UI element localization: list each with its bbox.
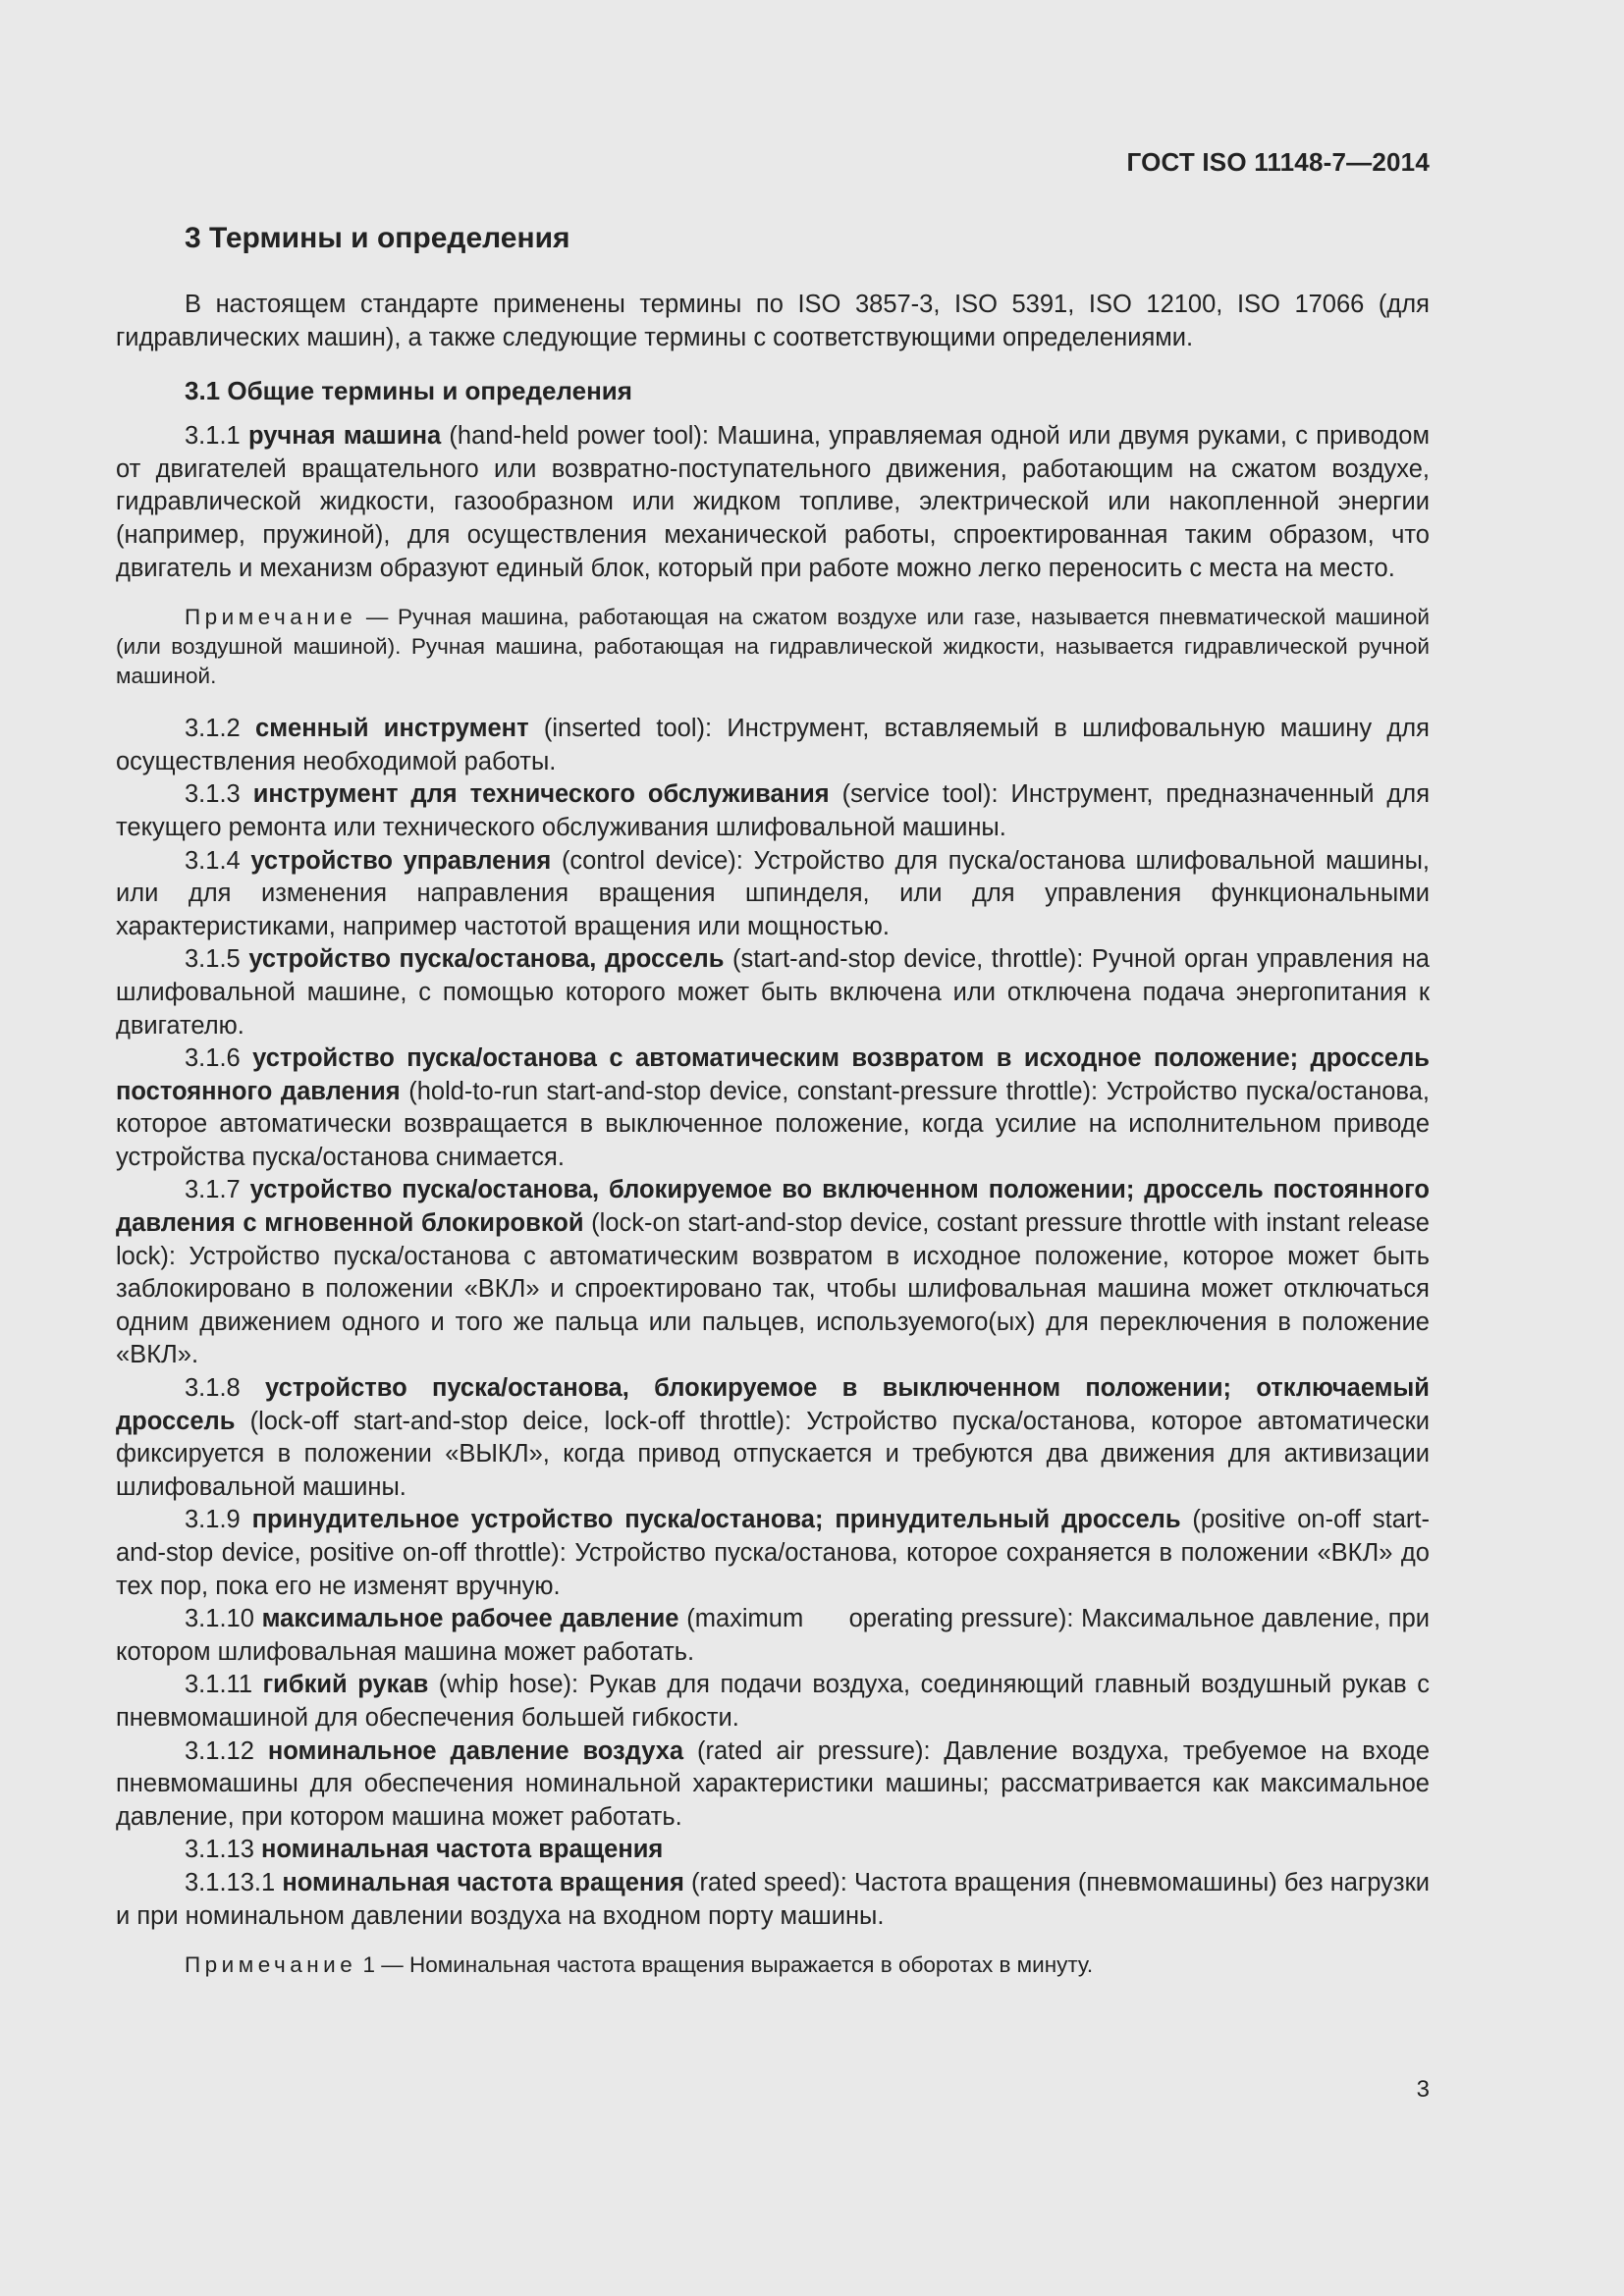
term-number: 3.1.2 [185, 715, 256, 743]
note-3-1-13-1 [116, 1950, 1430, 1980]
term-number: 3.1.12 [185, 1736, 268, 1765]
term-definition: (start-and-stop device, throttle): Ручной орган управления на шлифовальной машине, с помощью которого может быть включена или отключена подача энергопитания к двигателю. [116, 945, 1430, 1040]
term-number: 3.1.8 [185, 1374, 266, 1403]
term-name: устройство пуска/останова, блокируемое во включенном положении; дроссель постоянного давления с мгновенной блокировкой [116, 1176, 1430, 1238]
term-number: 3.1.11 [185, 1671, 263, 1699]
term-definition: (control device): Устройство для пуска/останова шлифовальной машины, или для изменения направления вращения шпинделя, или для управления функциональными характеристиками, например частотой вращения или мощностью. [116, 846, 1430, 940]
term-3-1-6 [116, 1042, 1430, 1174]
term-number: 3.1.7 [185, 1176, 250, 1204]
section-intro: В настоящем стандарте применены термины по ISO 3857-3, ISO 5391, ISO 12100, ISO 17066 (для гидравлических машин), а также следующие термины с соответствующими определениями. [116, 291, 1430, 351]
term-definition: (positive on-off start-and-stop device, positive on-off throttle): Устройство пуска/останова, которое сохраняется в положении «ВКЛ» до тех пор, пока его не изменят вручную. [116, 1506, 1430, 1600]
term-name: номинальное давление воздуха [267, 1736, 684, 1765]
term-3-1-13-1 [116, 1867, 1430, 1933]
note-label: Примечание [185, 605, 357, 630]
term-number: 3.1.4 [185, 846, 251, 875]
term-definition: (lock-off start-and-stop deice, lock-off throttle): Устройство пуска/останова, которое автоматически фиксируется в положении «ВЫКЛ», когда привод отпускается и требуются два движения для активизации шлифовальной машины. [116, 1407, 1430, 1501]
term-3-1-11 [116, 1669, 1430, 1735]
term-3-1-5 [116, 943, 1430, 1042]
term-number: 3.1.10 [185, 1605, 262, 1633]
term-name: устройство пуска/останова с автоматическим возвратом в исходное положение; дроссель постоянного давления [116, 1044, 1430, 1105]
term-3-1-8 [116, 1372, 1430, 1504]
term-number: 3.1.5 [185, 945, 249, 974]
term-3-1-12 [116, 1735, 1430, 1835]
page-number: 3 [1416, 2076, 1430, 2103]
term-name: гибкий рукав [262, 1671, 429, 1699]
term-definition: (hold-to-run start-and-stop device, constant-pressure throttle): Устройство пуска/останова, которое автоматически возвращается в выключенное положение, когда усилие на исполнительном приводе устройства пуска/останова снимается. [116, 1077, 1430, 1171]
term-definition: (maximum operating pressure): Максимальное давление, при котором шлифовальная машина может работать. [116, 1605, 1437, 1666]
term-definition: (hand-held power tool): Машина, управляемая одной или двумя руками, с приводом от двигателей вращательного или возвратно-поступательного движения, работающим на сжатом воздухе, гидравлической жидкости, газообразном или жидком топливе, электрической или накопленной энергии (например, пружиной), для осуществления механической работы, спроектированная таким образом, что двигатель и механизм образуют единый блок, который при работе можно легко переносить с места на место. [116, 422, 1430, 582]
term-3-1-2 [116, 713, 1430, 778]
term-3-1-13 [116, 1834, 1430, 1867]
document-code-header: ГОСТ ISO 11148-7—2014 [1126, 147, 1430, 177]
section-title: 3 Термины и определения [185, 222, 570, 254]
term-3-1-3 [116, 778, 1430, 844]
term-name: номинальная частота вращения [260, 1836, 664, 1864]
term-definition: (rated air pressure): Давление воздуха, требуемое на входе пневмомашины для обеспечения номинальной характеристики машины; рассматривается как максимальное давление, при котором машина может работать. [116, 1736, 1430, 1831]
term-number: 3.1.6 [185, 1044, 253, 1073]
term-definition: (service tool): Инструмент, предназначенный для текущего ремонта или технического обслуживания шлифовальной машины. [116, 780, 1430, 841]
term-definition: (whip hose): Рукав для подачи воздуха, соединяющий главный воздушный рукав с пневмомашиной для обеспечения большей гибкости. [116, 1671, 1431, 1732]
note-text: 1 — Номинальная частота вращения выражается в оборотах в минуту. [356, 1952, 1094, 1978]
note-label: Примечание [185, 1952, 357, 1978]
term-name: устройство пуска/останова, дроссель [248, 945, 725, 974]
term-3-1-9 [116, 1504, 1430, 1603]
term-number: 3.1.1 [185, 422, 248, 451]
term-3-1-10 [116, 1603, 1437, 1669]
term-name: устройство управления [250, 846, 552, 875]
term-definition: (inserted tool): Инструмент, вставляемый в шлифовальную машину для осуществления необходимой работы. [116, 715, 1430, 775]
term-name: максимальное рабочее давление [261, 1605, 679, 1633]
term-name: номинальная частота вращения [282, 1868, 684, 1896]
term-3-1-7 [116, 1174, 1430, 1372]
note-3-1-1 [116, 603, 1430, 691]
term-number: 3.1.13 [185, 1836, 261, 1864]
term-number: 3.1.13.1 [185, 1868, 283, 1896]
term-name: устройство пуска/останова, блокируемое в выключенном положении; отключаемый дроссель [116, 1374, 1430, 1435]
note-text: — Ручная машина, работающая на сжатом воздухе или газе, называется пневматической машиной (или воздушной машиной). Ручная машина, работающая на гидравлической жидкости, называется гидравлической ручной машиной. [116, 605, 1430, 689]
term-3-1-1 [116, 420, 1430, 585]
term-definition: (lock-on start-and-stop device, costant pressure throttle with instant release lock): Устройство пуска/останова с автоматическим возвратом в исходное положение, которое может быть заблокировано в положении «ВКЛ» и спроектировано так, чтобы шлифовальная машина может отключаться одним движением одного и того же пальца или пальцев, используемого(ых) для переключения в положение «ВКЛ». [116, 1209, 1430, 1369]
term-name: ручная машина [247, 422, 442, 451]
term-definition: (rated speed): Частота вращения (пневмомашины) без нагрузки и при номинальном давлении воздуха на входном порту машины. [116, 1868, 1430, 1930]
term-name: сменный инструмент [255, 715, 529, 743]
term-3-1-4 [116, 845, 1430, 944]
page-content [116, 222, 1437, 2002]
subsection-title: 3.1 Общие термины и определения [185, 376, 632, 406]
term-name: принудительное устройство пуска/останова; принудительный дроссель [251, 1506, 1181, 1534]
term-number: 3.1.3 [185, 780, 253, 809]
term-number: 3.1.9 [185, 1506, 252, 1534]
term-name: инструмент для технического обслуживания [252, 780, 830, 809]
